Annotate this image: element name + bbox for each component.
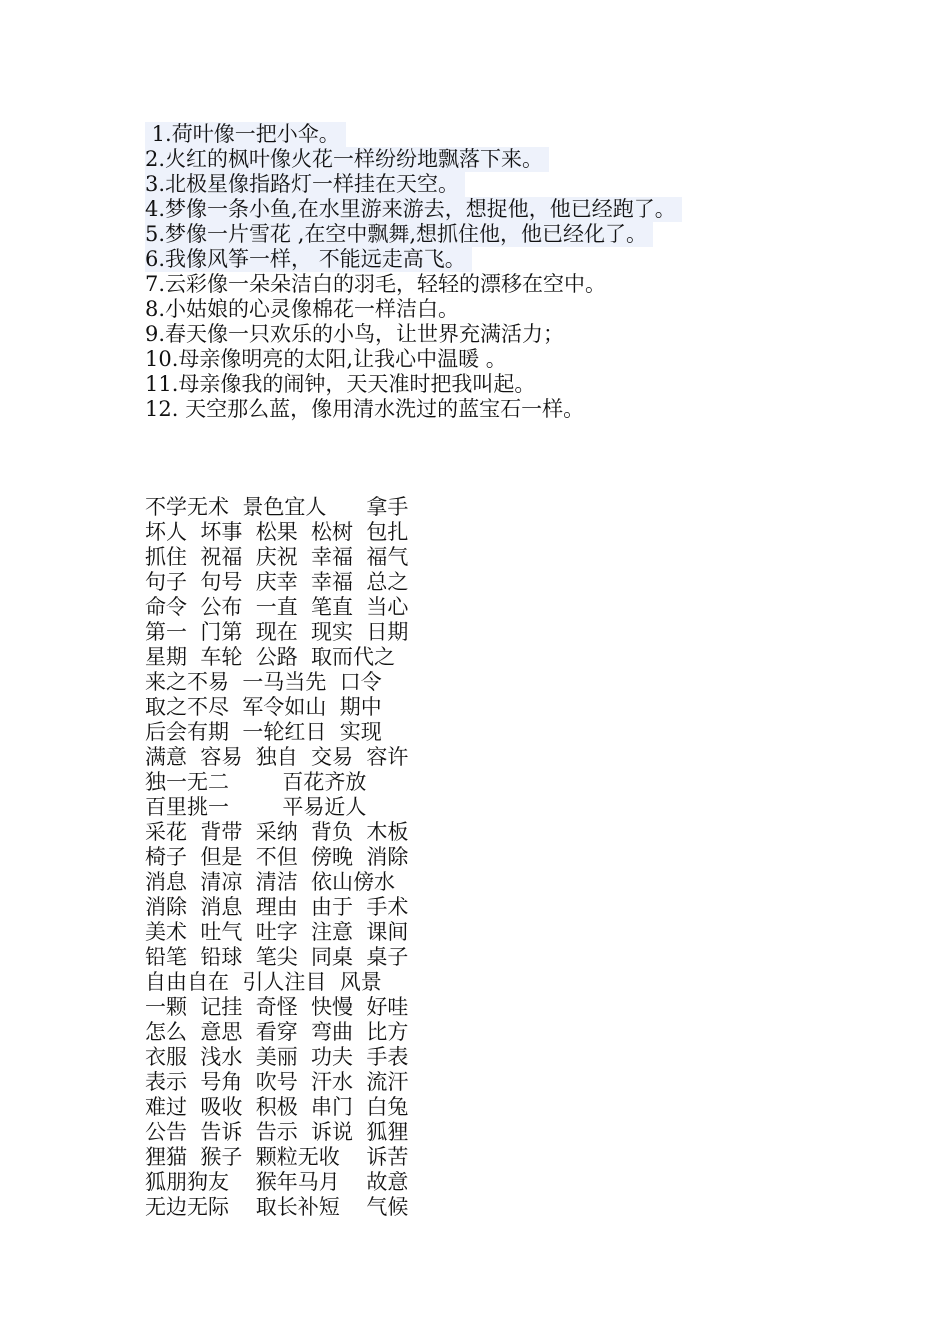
vocab-row: 狐朋狗友 猴年马月 故意 <box>145 1170 409 1194</box>
vocab-row: 取之不尽 军令如山 期中 <box>145 695 382 719</box>
sentence-5: 5.梦像一片雪花 ,在空中飘舞,想抓住他，他已经化了。 <box>145 222 653 247</box>
vocab-row: 句子 句号 庆幸 幸福 总之 <box>145 570 409 594</box>
vocab-row: 星期 车轮 公路 取而代之 <box>145 645 396 669</box>
sentence-7: 7.云彩像一朵朵洁白的羽毛，轻轻的漂移在空中。 <box>145 272 607 296</box>
vocab-row: 怎么 意思 看穿 弯曲 比方 <box>145 1020 409 1044</box>
vocab-row: 后会有期 一轮红日 实现 <box>145 720 382 744</box>
vocab-row: 满意 容易 独自 交易 容许 <box>145 745 409 769</box>
vocab-row: 无边无际 取长补短 气候 <box>145 1195 409 1219</box>
vocab-row: 采花 背带 采纳 背负 木板 <box>145 820 409 844</box>
vocab-row: 命令 公布 一直 笔直 当心 <box>145 595 409 619</box>
vocab-row: 难过 吸收 积极 串门 白兔 <box>145 1095 409 1119</box>
vocab-row: 铅笔 铅球 笔尖 同桌 桌子 <box>145 945 409 969</box>
vocab-row: 狸猫 猴子 颗粒无收 诉苦 <box>145 1145 409 1169</box>
sentence-9: 9.春天像一只欢乐的小鸟，让世界充满活力； <box>145 322 565 346</box>
sentence-2: 2.火红的枫叶像火花一样纷纷地飘落下来。 <box>145 147 549 172</box>
vocab-row: 表示 号角 吹号 汗水 流汗 <box>145 1070 409 1094</box>
vocab-row: 坏人 坏事 松果 松树 包扎 <box>145 520 409 544</box>
vocab-row: 美术 吐气 吐字 注意 课间 <box>145 920 409 944</box>
vocab-row: 百里挑一 平易近人 <box>145 795 367 819</box>
sentence-1: 1.荷叶像一把小伞。 <box>145 122 346 147</box>
vocab-row: 不学无术 景色宜人 拿手 <box>145 495 409 519</box>
sentence-11: 11.母亲像我的闹钟，天天准时把我叫起。 <box>145 372 536 396</box>
sentence-3: 3.北极星像指路灯一样挂在天空。 <box>145 172 465 197</box>
vocab-row: 自由自在 引人注目 风景 <box>145 970 382 994</box>
vocab-row: 一颗 记挂 奇怪 快慢 好哇 <box>145 995 409 1019</box>
vocab-row: 独一无二 百花齐放 <box>145 770 367 794</box>
vocab-row: 椅子 但是 不但 傍晚 消除 <box>145 845 409 869</box>
vocab-row: 来之不易 一马当先 口令 <box>145 670 382 694</box>
vocabulary-word-list <box>145 495 408 1220</box>
vocab-row: 公告 告诉 告示 诉说 狐狸 <box>145 1120 409 1144</box>
sentence-8: 8.小姑娘的心灵像棉花一样洁白。 <box>145 297 460 321</box>
vocab-row: 第一 门第 现在 现实 日期 <box>145 620 409 644</box>
vocab-row: 消除 消息 理由 由于 手术 <box>145 895 409 919</box>
sentence-6: 6.我像风筝一样， 不能远走高飞。 <box>145 247 472 272</box>
sentence-12: 12. 天空那么蓝，像用清水洗过的蓝宝石一样。 <box>145 397 585 421</box>
sentence-4: 4.梦像一条小鱼,在水里游来游去，想捉他，他已经跑了。 <box>145 197 682 222</box>
sentence-10: 10.母亲像明亮的太阳,让我心中温暖 。 <box>145 347 507 371</box>
vocab-row: 抓住 祝福 庆祝 幸福 福气 <box>145 545 409 569</box>
simile-sentence-list <box>145 122 682 422</box>
vocab-row: 消息 清凉 清洁 依山傍水 <box>145 870 396 894</box>
vocab-row: 衣服 浅水 美丽 功夫 手表 <box>145 1045 409 1069</box>
